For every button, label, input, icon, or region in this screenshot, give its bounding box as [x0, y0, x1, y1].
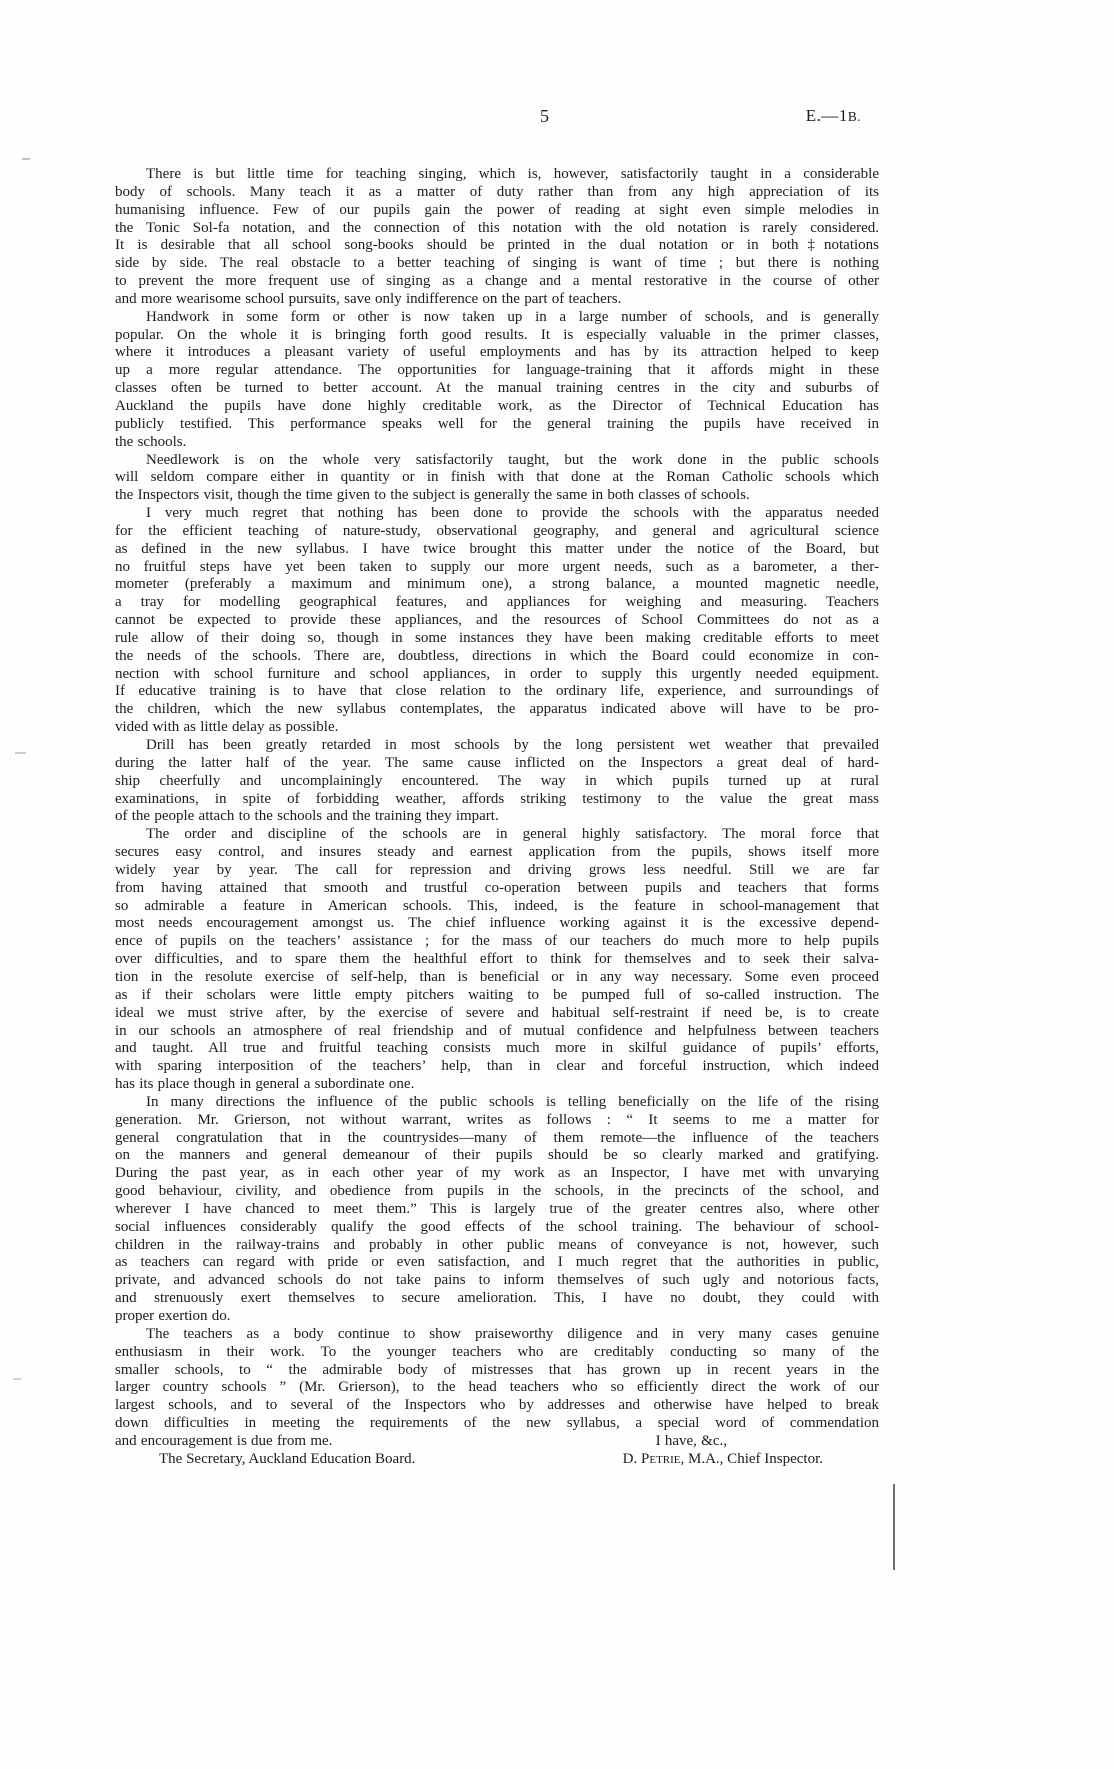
text-line: examinations, in spite of forbidding weather, affords striking testimony to the value the great mass [115, 790, 879, 807]
text-line: tion in the resolute exercise of self-help, than is beneficial or in any way necessary. Some even proceed [115, 968, 879, 985]
text-line: I very much regret that nothing has been done to provide the schools with the apparatus needed [146, 505, 879, 522]
text-line: vided with as little delay as possible. [115, 719, 339, 736]
text-line: for the efficient teaching of nature-study, observational geography, and general and agricultural science [115, 522, 879, 539]
signature-row [115, 1451, 879, 1469]
text-line: and more wearisome school pursuits, save only indifference on the part of teachers. [115, 290, 622, 307]
page-header [115, 104, 879, 128]
signature-surname: Petrie [641, 1450, 681, 1467]
text-line: most needs encouragement amongst us. The chief influence working against it is the excessive depend- [115, 915, 879, 932]
text-line: Handwork in some form or other is now taken up in a large number of schools, and is generally [146, 308, 879, 325]
text-line: secures easy control, and insures steady and earnest application from the pupils, shows itself more [115, 844, 879, 861]
text-line: Drill has been greatly retarded in most schools by the long persistent wet weather that prevailed [146, 737, 879, 753]
document-reference-prefix: E.—1 [805, 106, 848, 125]
text-line: larger country schools ” (Mr. Grierson), to the head teachers who so efficiently direct the work of our [115, 1379, 879, 1396]
document-reference-series: B. [847, 109, 861, 124]
scan-artifact [22, 158, 30, 160]
text-line: as defined in the new syllabus. I have twice brought this matter under the notice of the Board, but [115, 540, 879, 557]
text-line: humanising influence. Few of our pupils gain the power of reading at sight even simple melodies in [115, 201, 879, 218]
text-line: the Inspectors visit, though the time given to the subject is generally the same in both classes of schools. [115, 487, 750, 504]
text-line: mometer (preferably a maximum and minimum one), a strong balance, a mounted magnetic needle, [115, 576, 879, 593]
text-line: the Tonic Sol-fa notation, and the connection of this notation with the old notation is rarely considered. [115, 219, 879, 236]
text-line: so admirable a feature in American schools. This, indeed, is the feature in school-management that [115, 897, 879, 914]
text-line: no fruitful steps have yet been taken to supply our more urgent needs, such as a barometer, a ther- [115, 558, 879, 575]
valediction: I have, &c., [655, 1432, 727, 1449]
text-line: popular. On the whole it is bringing forth good results. It is especially valuable in the primer classes, [115, 326, 879, 343]
text-line: of the people attach to the schools and the training they impart. [115, 808, 499, 825]
page-number: 5 [540, 106, 549, 126]
document-body [115, 166, 879, 1451]
text-line: the schools. [115, 433, 187, 450]
text-line: enthusiasm in their work. To the younger teachers who are creditably conducting so many of the [115, 1343, 879, 1360]
scan-artifact [15, 752, 26, 754]
text-line: has its place though in general a subordinate one. [115, 1076, 415, 1093]
text-line: the children, which the new syllabus contemplates, the apparatus indicated above will have to be pro- [115, 701, 879, 718]
text-line: ideal we must strive after, by the exercise of severe and habitual self-restraint if need be, is to create [115, 1004, 879, 1021]
inspector-signature [623, 1451, 823, 1469]
text-line: The order and discipline of the schools are in general highly satisfactory. The moral force that [146, 826, 879, 843]
text-line: The teachers as a body continue to show praiseworthy diligence and in very many cases genuine [146, 1325, 879, 1342]
text-line-left: and encouragement is due from me. [115, 1432, 333, 1449]
text-line: side by side. The real obstacle to a better teaching of singing is want of time ; but there is nothing [115, 255, 879, 272]
signature-initial: D. [622, 1450, 642, 1467]
text-line: widely year by year. The call for repression and driving grows less needful. Still we are far [115, 861, 879, 878]
text-line: largest schools, and to several of the Inspectors who by addresses and otherwise have helped to break [115, 1397, 879, 1414]
text-line: It is desirable that all school song-books should be printed in the dual notation or in both‡notations [115, 237, 879, 254]
scan-artifact [13, 1378, 21, 1380]
text-line: during the latter half of the year. The same cause inflicted on the Inspectors a great deal of hard- [115, 754, 879, 771]
text-line: up a more regular attendance. The opportunities for language-training that it affords might in these [115, 362, 879, 379]
text-line: cannot be expected to provide these appliances, and the resources of School Committees do not as a [115, 612, 879, 629]
text-line: as if their scholars were little empty pitchers waiting to be pumped full of so-called instruction. The [115, 986, 879, 1003]
text-line: social influences considerably qualify the good effects of the school training. The behaviour of school- [115, 1218, 879, 1235]
text-line: where it introduces a pleasant variety of useful employments and has by its attraction helped to keep [115, 344, 879, 361]
text-line: children in the railway-trains and probably in other public means of conveyance is not, however, such [115, 1236, 879, 1253]
text-line: general congratulation that in the countrysides—many of them remote—the influence of the teachers [115, 1129, 879, 1146]
text-line: rule allow of their doing so, though in some instances they have been making creditable efforts to meet [115, 629, 879, 646]
text-line: Needlework is on the whole very satisfactorily taught, but the work done in the public schools [146, 451, 879, 468]
text-line: There is but little time for teaching singing, which is, however, satisfactorily taught in a considerable [146, 166, 879, 182]
text-line [115, 1433, 879, 1451]
secretary-address: The Secretary, Auckland Education Board. [159, 1450, 416, 1467]
scan-artifact-line [893, 1484, 895, 1570]
text-line: and strenuously exert themselves to secure amelioration. This, I have no doubt, they could with [115, 1290, 879, 1307]
text-line: ship cheerfully and uncomplainingly encountered. The way in which pupils turned up at rural [115, 772, 879, 789]
document-text-block [115, 166, 879, 1469]
text-line: ence of pupils on the teachers’ assistance ; for the mass of our teachers do much more to help pupils [115, 933, 879, 950]
text-line: the needs of the schools. There are, doubtless, directions in which the Board could economize in con- [115, 647, 879, 664]
text-line: Auckland the pupils have done highly creditable work, as the Director of Technical Education has [115, 397, 879, 414]
text-line: with sparing interposition of the teachers’ help, than in clear and forceful instruction, which indeed [115, 1058, 879, 1075]
signature-titles: , M.A., Chief Inspector. [680, 1450, 823, 1467]
text-line: will seldom compare either in quantity or in finish with that done at the Roman Catholic schools which [115, 469, 879, 486]
text-line: smaller schools, to “ the admirable body of mistresses that has grown up in recent years in the [115, 1361, 879, 1378]
text-line: nection with school furniture and school appliances, in order to supply this urgently needed equipment. [115, 665, 879, 682]
text-line: proper exertion do. [115, 1308, 231, 1324]
text-line: classes often be turned to better account. At the manual training centres in the city and suburbs of [115, 380, 879, 397]
text-line: to prevent the more frequent use of singing as a change and a mental restorative in the course of other [115, 273, 879, 290]
text-line: on the manners and general demeanour of their pupils should be so clearly marked and gratifying. [115, 1147, 879, 1164]
text-line: private, and advanced schools do not take pains to inform themselves of such ugly and notorious facts, [115, 1272, 879, 1289]
text-line: as teachers can regard with pride or even satisfaction, and I much regret that the authorities in public, [115, 1254, 879, 1271]
text-line: in our schools an atmosphere of real friendship and of mutual confidence and helpfulness between teachers [115, 1022, 879, 1039]
text-line: During the past year, as in each other year of my work as an Inspector, I have met with unvarying [115, 1165, 879, 1182]
text-line: a tray for modelling geographical features, and appliances for weighing and measuring. Teachers [115, 594, 879, 611]
text-line: from having attained that smooth and trustful co-operation between pupils and teachers that forms [115, 879, 879, 896]
text-line: good behaviour, civility, and obedience from pupils in the schools, in the precincts of the school, and [115, 1183, 879, 1200]
text-line: down difficulties in meeting the requirements of the new syllabus, a special word of commendation [115, 1415, 879, 1432]
text-line: In many directions the influence of the public schools is telling beneficially on the life of the rising [146, 1093, 879, 1110]
text-line: wherever I have chanced to meet them.” This is largely true of the greater centres also, where other [115, 1200, 879, 1217]
text-line: body of schools. Many teach it as a matter of duty rather than from any high appreciation of its [115, 183, 879, 200]
document-reference [806, 106, 861, 126]
text-line: and taught. All true and fruitful teaching consists much more in skilful guidance of pupils’ efforts, [115, 1040, 879, 1057]
text-line: generation. Mr. Grierson, not without warrant, writes as follows : “ It seems to me a matter for [115, 1111, 879, 1128]
text-line: If educative training is to have that close relation to the ordinary life, experience, and surroundings of [115, 683, 879, 700]
text-line: over difficulties, and to spare them the healthful effort to think for themselves and to seek their salva- [115, 951, 879, 968]
text-line: publicly testified. This performance speaks well for the general training the pupils have received in [115, 415, 879, 432]
